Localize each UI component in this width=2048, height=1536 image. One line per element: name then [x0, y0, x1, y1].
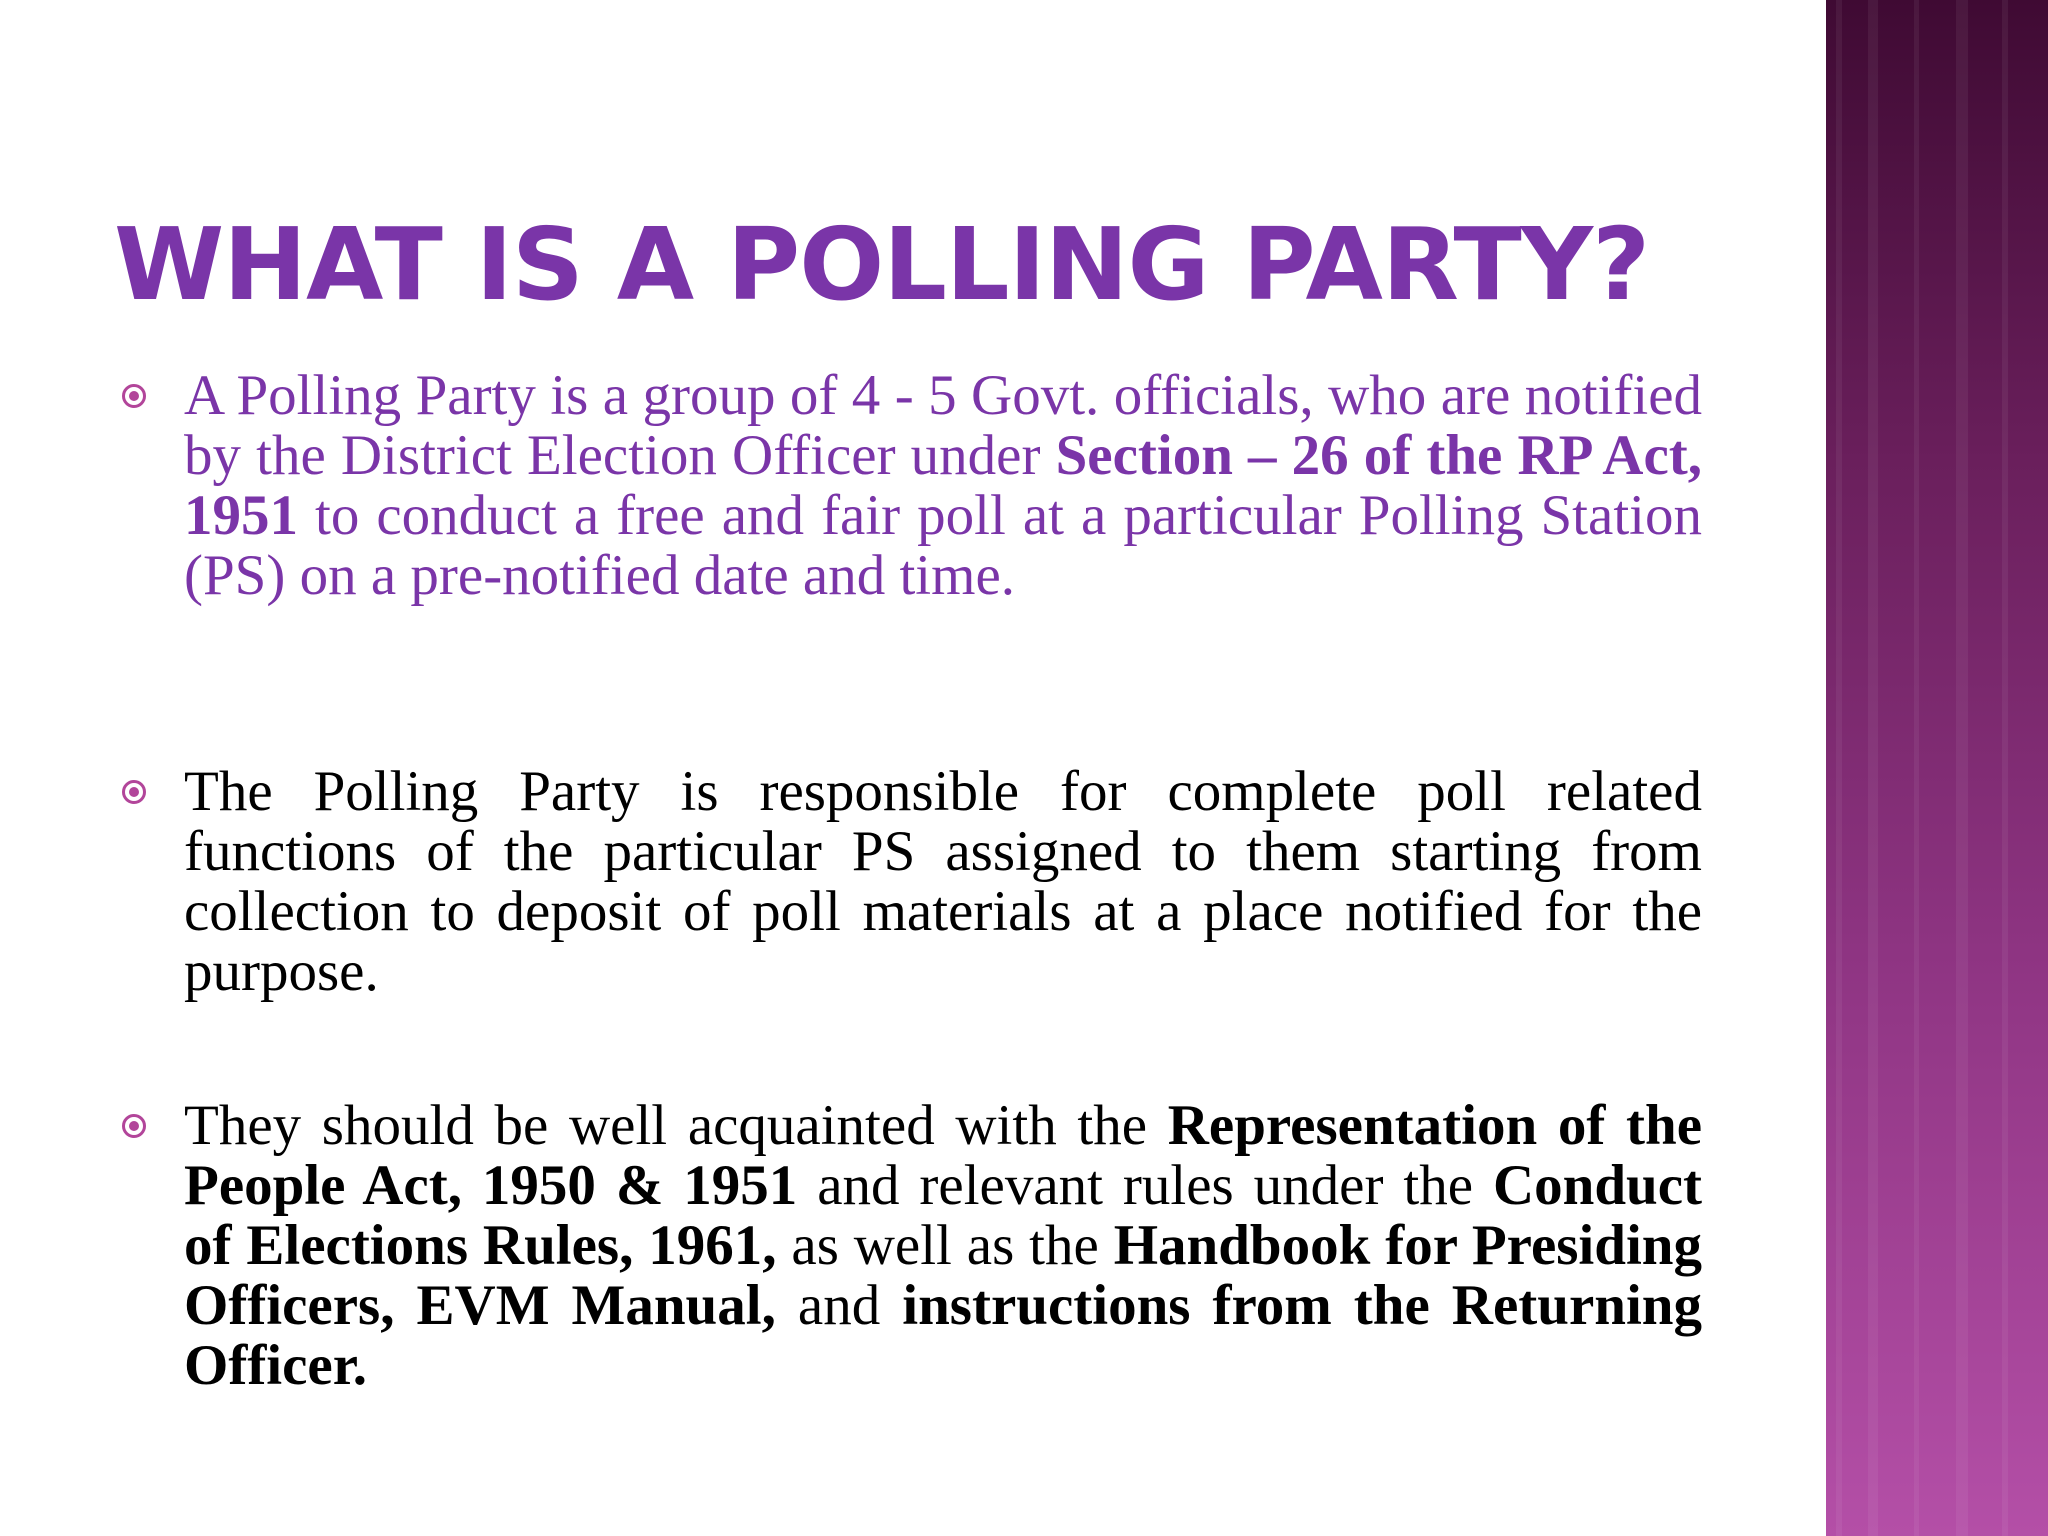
slide-title: WHAT IS A POLLING PARTY? [114, 206, 1650, 323]
bullet-item [122, 366, 1702, 606]
circle-dot-icon [122, 1114, 146, 1138]
bullet-text: They should be well acquainted with the Representation of the People Act, 1950 & 1951 and relevant rules under the Conduct of Elections Rules, 1961, as well as the Handbook for Presiding Officers, EVM Manual, and instructions from the Returning Officer. [184, 1094, 1702, 1397]
decorative-side-bar [1826, 0, 2048, 1536]
circle-dot-icon [122, 384, 146, 408]
bullet-text: A Polling Party is a group of 4 - 5 Govt. officials, who are notified by the District Election Officer under Section – 26 of the RP Act, 1951 to conduct a free and fair poll at a particular Polling Station (PS) on a pre-notified date and time. [184, 364, 1702, 607]
bullet-item [122, 1096, 1702, 1396]
bullet-text: The Polling Party is responsible for complete poll related functions of the particular PS assigned to them starting from collection to deposit of poll materials at a place notified for the purpose. [184, 760, 1702, 1003]
bullet-item [122, 762, 1702, 1002]
circle-dot-icon [122, 780, 146, 804]
